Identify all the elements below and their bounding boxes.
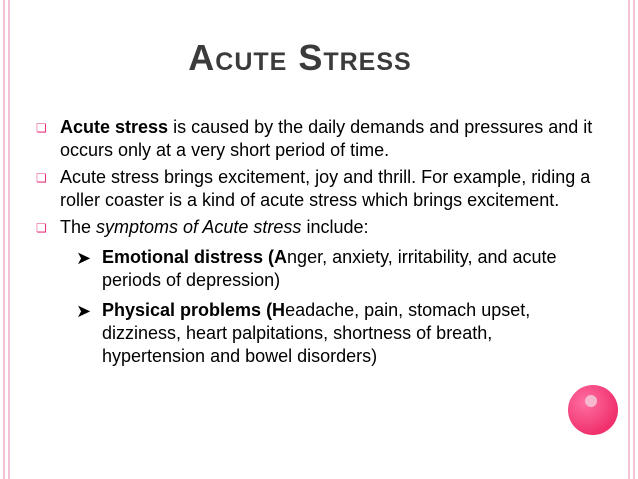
arrow-bullet-icon: ➤: [76, 248, 92, 268]
bullet-text: include:: [301, 217, 369, 237]
left-border: [0, 0, 14, 479]
bullet-item: [36, 116, 596, 162]
bullet-item: [36, 166, 596, 212]
pink-square-bullet-icon: ❏: [36, 121, 47, 135]
border-line: [8, 0, 10, 479]
sub-bold-text: Physical problems (H: [102, 300, 286, 320]
decorative-circle: [568, 385, 618, 435]
bullet-text: The: [60, 217, 97, 237]
sub-bullet-item: [76, 299, 596, 368]
bullet-item: [36, 216, 596, 239]
arrow-bullet-icon: ➤: [76, 301, 92, 321]
sub-bold-text: Emotional distress (A: [102, 247, 288, 267]
content: [36, 116, 596, 368]
decorative-circle-small: [585, 395, 597, 407]
bullet-text: is caused by the daily demands and pressures and it occurs only at a very short period of time.: [60, 117, 593, 160]
sub-text: nger, anxiety, irritability, and acute periods of depression): [102, 247, 557, 290]
bullet-text: Acute stress brings excitement, joy and thrill. For example, riding a roller coaster is a kind of acute stress which brings excitement.: [60, 167, 591, 210]
slide-title: Acute Stress: [188, 37, 412, 78]
sub-bullet-item: [76, 246, 596, 292]
border-line: [3, 0, 5, 479]
pink-square-bullet-icon: ❏: [36, 171, 47, 185]
bullet-italic-text: symptoms of Acute stress: [96, 217, 302, 237]
pink-square-bullet-icon: ❏: [36, 221, 47, 235]
border-line: [628, 0, 630, 479]
sub-text: eadache, pain, stomach upset, dizziness, heart palpitations, shortness of breath, hypertension and bowel disorders): [102, 300, 531, 366]
bullet-bold-text: Acute stress: [60, 117, 169, 137]
border-line: [633, 0, 635, 479]
right-border: [624, 0, 638, 479]
